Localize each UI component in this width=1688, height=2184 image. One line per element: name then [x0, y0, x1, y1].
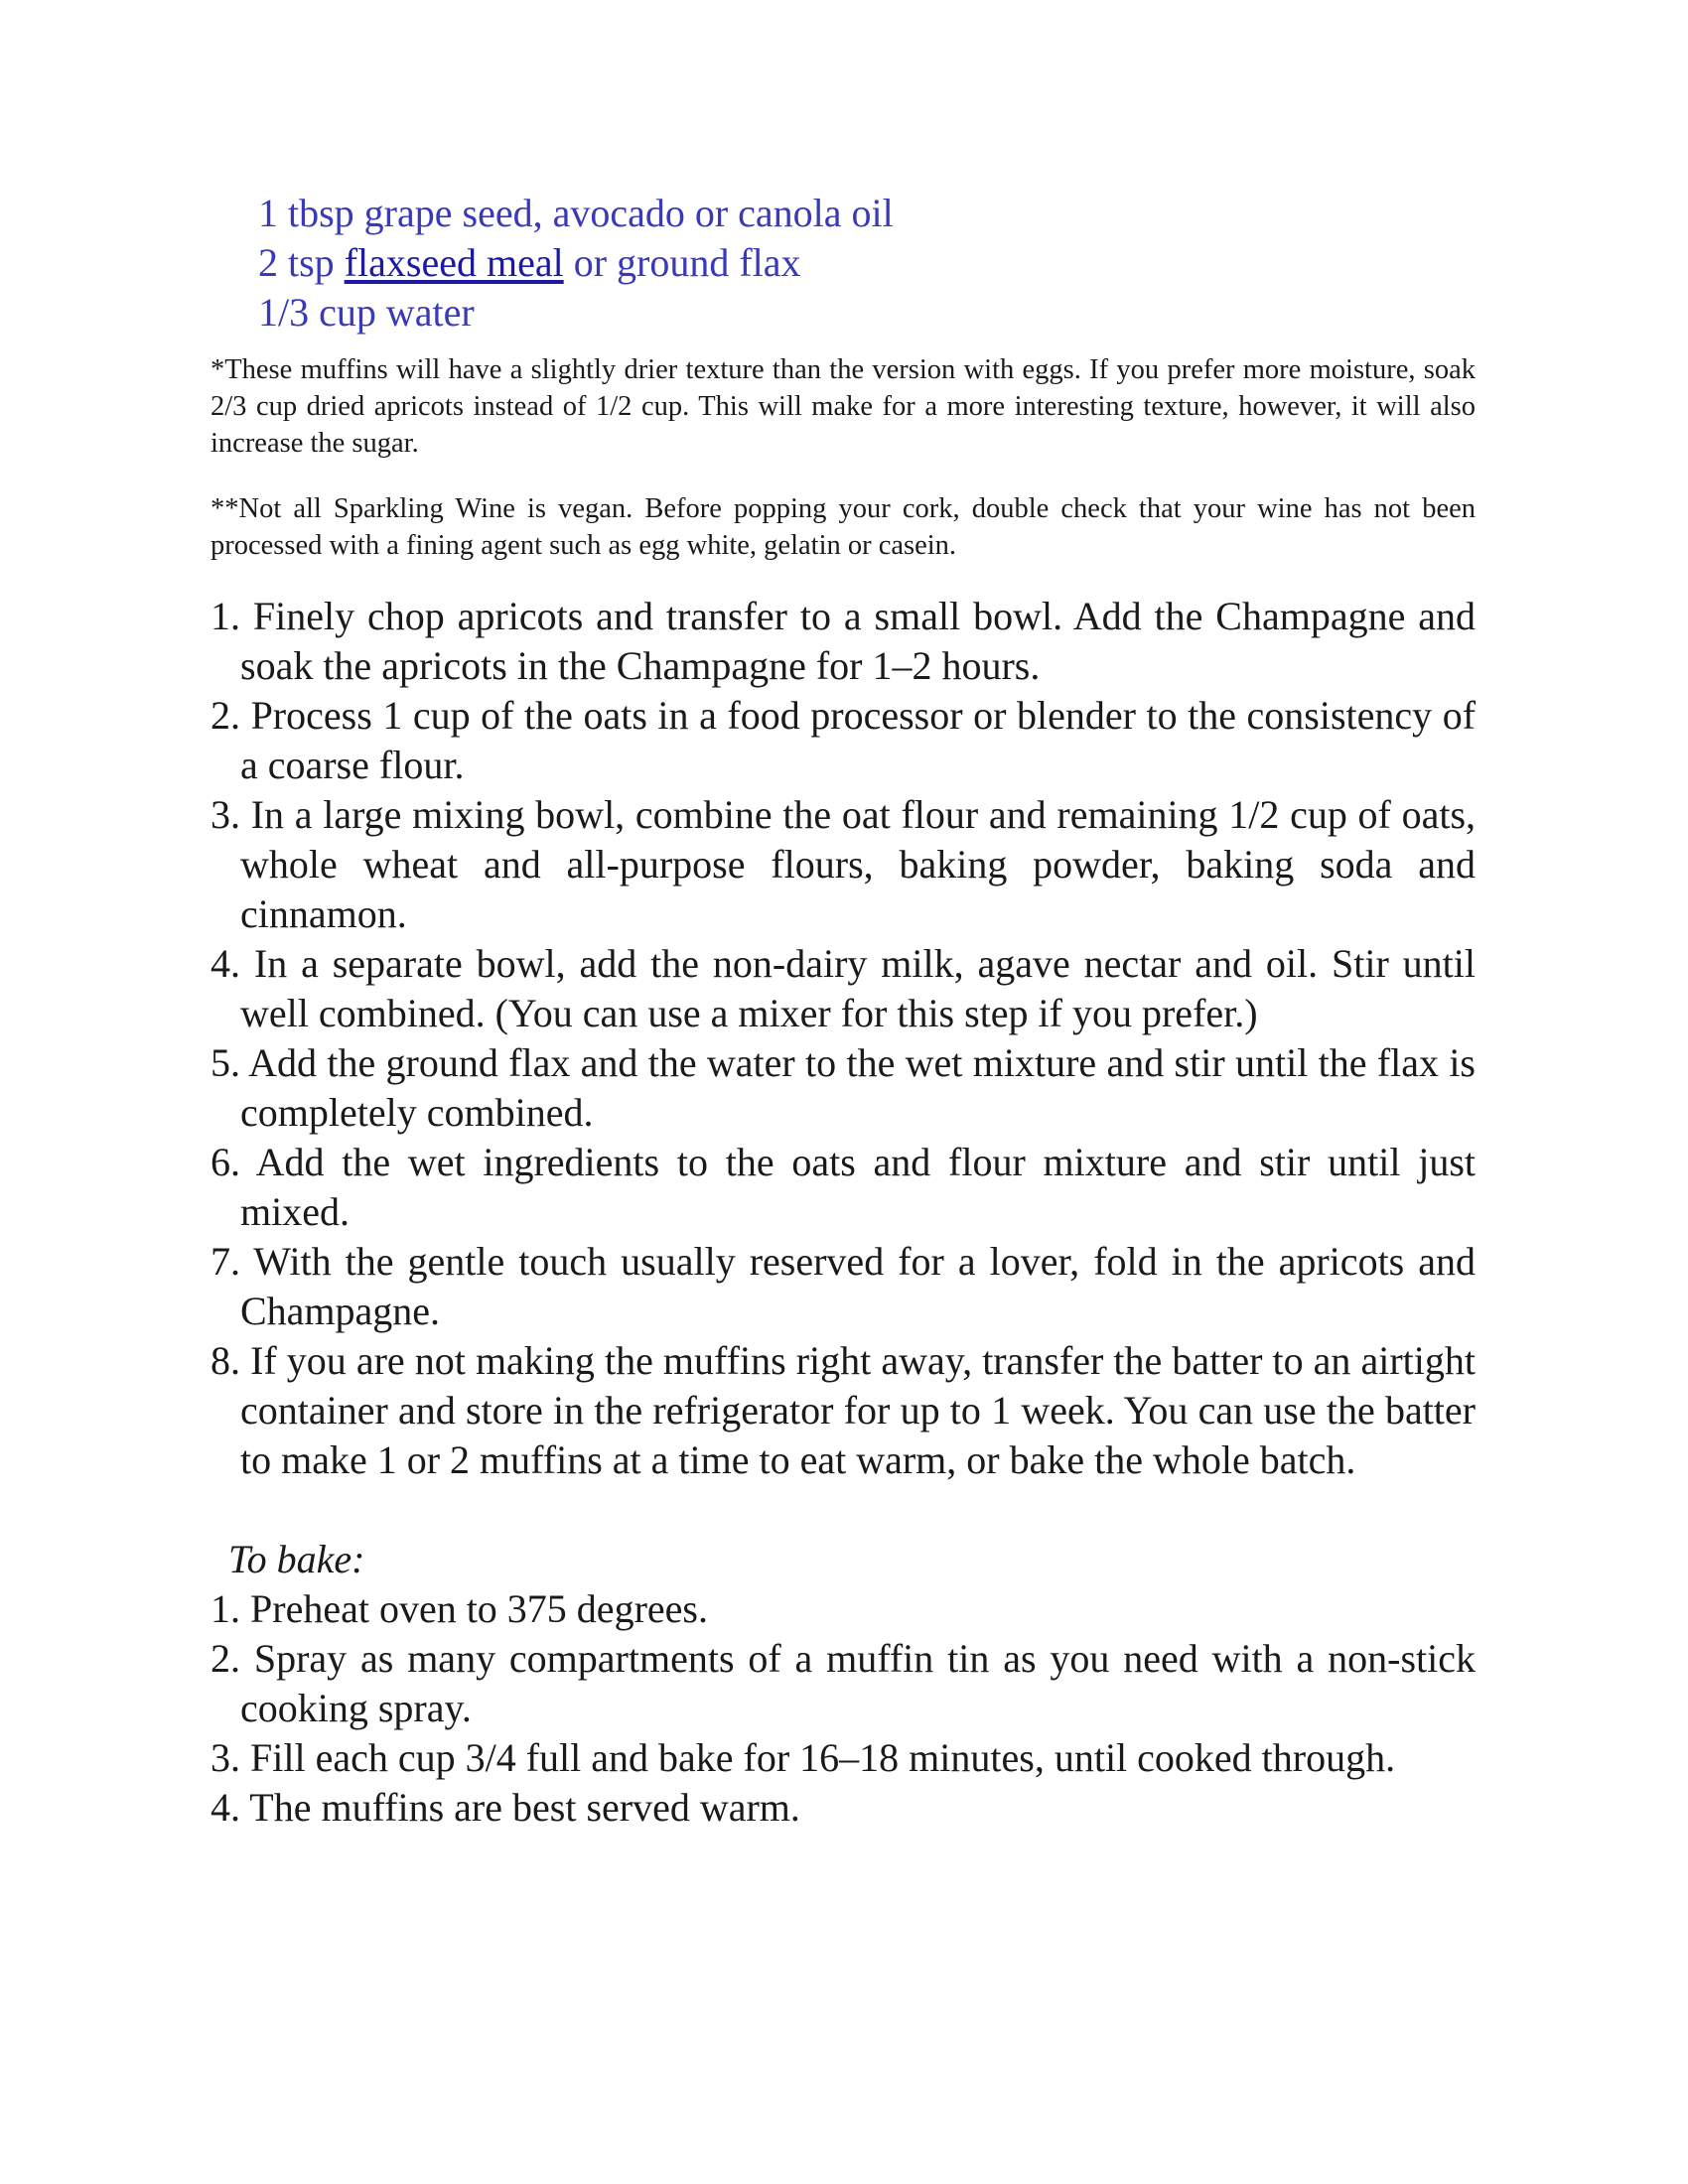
step-number: 4. — [211, 941, 240, 986]
step-text: With the gentle touch usually reserved for a lover, fold in the apricots and Champagne. — [240, 1239, 1477, 1333]
bake-steps-list — [211, 1584, 1476, 1833]
bake-step — [211, 1783, 1476, 1833]
prep-step — [211, 790, 1476, 939]
ingredient-flax-amount: 2 tsp — [258, 240, 345, 285]
step-text: Process 1 cup of the oats in a food processor or blender to the consistency of a coarse flour. — [240, 693, 1477, 787]
prep-step — [211, 1038, 1476, 1138]
bake-step — [211, 1634, 1476, 1733]
ingredient-flax-alt: or ground flax — [563, 240, 801, 285]
prep-step — [211, 691, 1476, 790]
step-text: Fill each cup 3/4 full and bake for 16–18 minutes, until cooked through. — [250, 1735, 1396, 1780]
step-text: Preheat oven to 375 degrees. — [250, 1586, 708, 1631]
bake-step — [211, 1733, 1476, 1783]
step-number: 1. — [211, 1586, 240, 1631]
prep-step — [211, 592, 1476, 691]
flaxseed-meal-link[interactable]: flaxseed meal — [344, 240, 564, 285]
step-text: If you are not making the muffins right away, transfer the batter to an airtight container and store in the refrigerator for up to 1 week. You can use the batter to make 1 or 2 muffins at a time to eat warm, or bake the whole batch. — [240, 1338, 1477, 1482]
prep-steps-list — [211, 592, 1476, 1485]
step-number: 2. — [211, 1636, 240, 1681]
ingredient-list — [258, 189, 1476, 338]
step-number: 3. — [211, 792, 240, 837]
step-text: Add the wet ingredients to the oats and flour mixture and stir until just mixed. — [240, 1140, 1477, 1234]
step-text: Finely chop apricots and transfer to a small bowl. Add the Champagne and soak the apricots in the Champagne for 1–2 hours. — [240, 594, 1477, 688]
ingredient-oil: 1 tbsp grape seed, avocado or canola oil — [258, 191, 894, 235]
prep-step — [211, 1336, 1476, 1485]
prep-step — [211, 1237, 1476, 1336]
texture-note: *These muffins will have a slightly drier texture than the version with eggs. If you prefer more moisture, soak 2/3 cup dried apricots instead of 1/2 cup. This will make for a more interesting texture, however, it will also increase the sugar. — [211, 354, 1476, 459]
step-number: 1. — [211, 594, 240, 638]
prep-step — [211, 1138, 1476, 1237]
ingredient-water: 1/3 cup water — [258, 290, 475, 335]
step-number: 2. — [211, 693, 240, 738]
bake-step — [211, 1584, 1476, 1634]
step-number: 3. — [211, 1735, 240, 1780]
recipe-page — [211, 189, 1476, 1833]
step-number: 7. — [211, 1239, 240, 1284]
step-text: The muffins are best served warm. — [249, 1785, 800, 1830]
step-text: In a separate bowl, add the non-dairy milk, agave nectar and oil. Stir until well combined. (You can use a mixer for this step if you prefer.) — [240, 941, 1476, 1035]
to-bake-heading: To bake: — [228, 1537, 365, 1581]
step-text: Spray as many compartments of a muffin tin as you need with a non-stick cooking spray. — [240, 1636, 1477, 1730]
step-text: Add the ground flax and the water to the wet mixture and stir until the flax is completely combined. — [240, 1040, 1476, 1135]
ingredient-flax — [258, 238, 1476, 288]
step-number: 6. — [211, 1140, 240, 1184]
step-number: 5. — [211, 1040, 240, 1085]
prep-step — [211, 939, 1476, 1038]
vegan-wine-note: **Not all Sparkling Wine is vegan. Before popping your cork, double check that your wine has not been processed with a fining agent such as egg white, gelatin or casein. — [211, 492, 1476, 561]
step-number: 4. — [211, 1785, 240, 1830]
step-number: 8. — [211, 1338, 240, 1383]
step-text: In a large mixing bowl, combine the oat flour and remaining 1/2 cup of oats, whole wheat and all-purpose flours, baking powder, baking soda and cinnamon. — [240, 792, 1477, 936]
